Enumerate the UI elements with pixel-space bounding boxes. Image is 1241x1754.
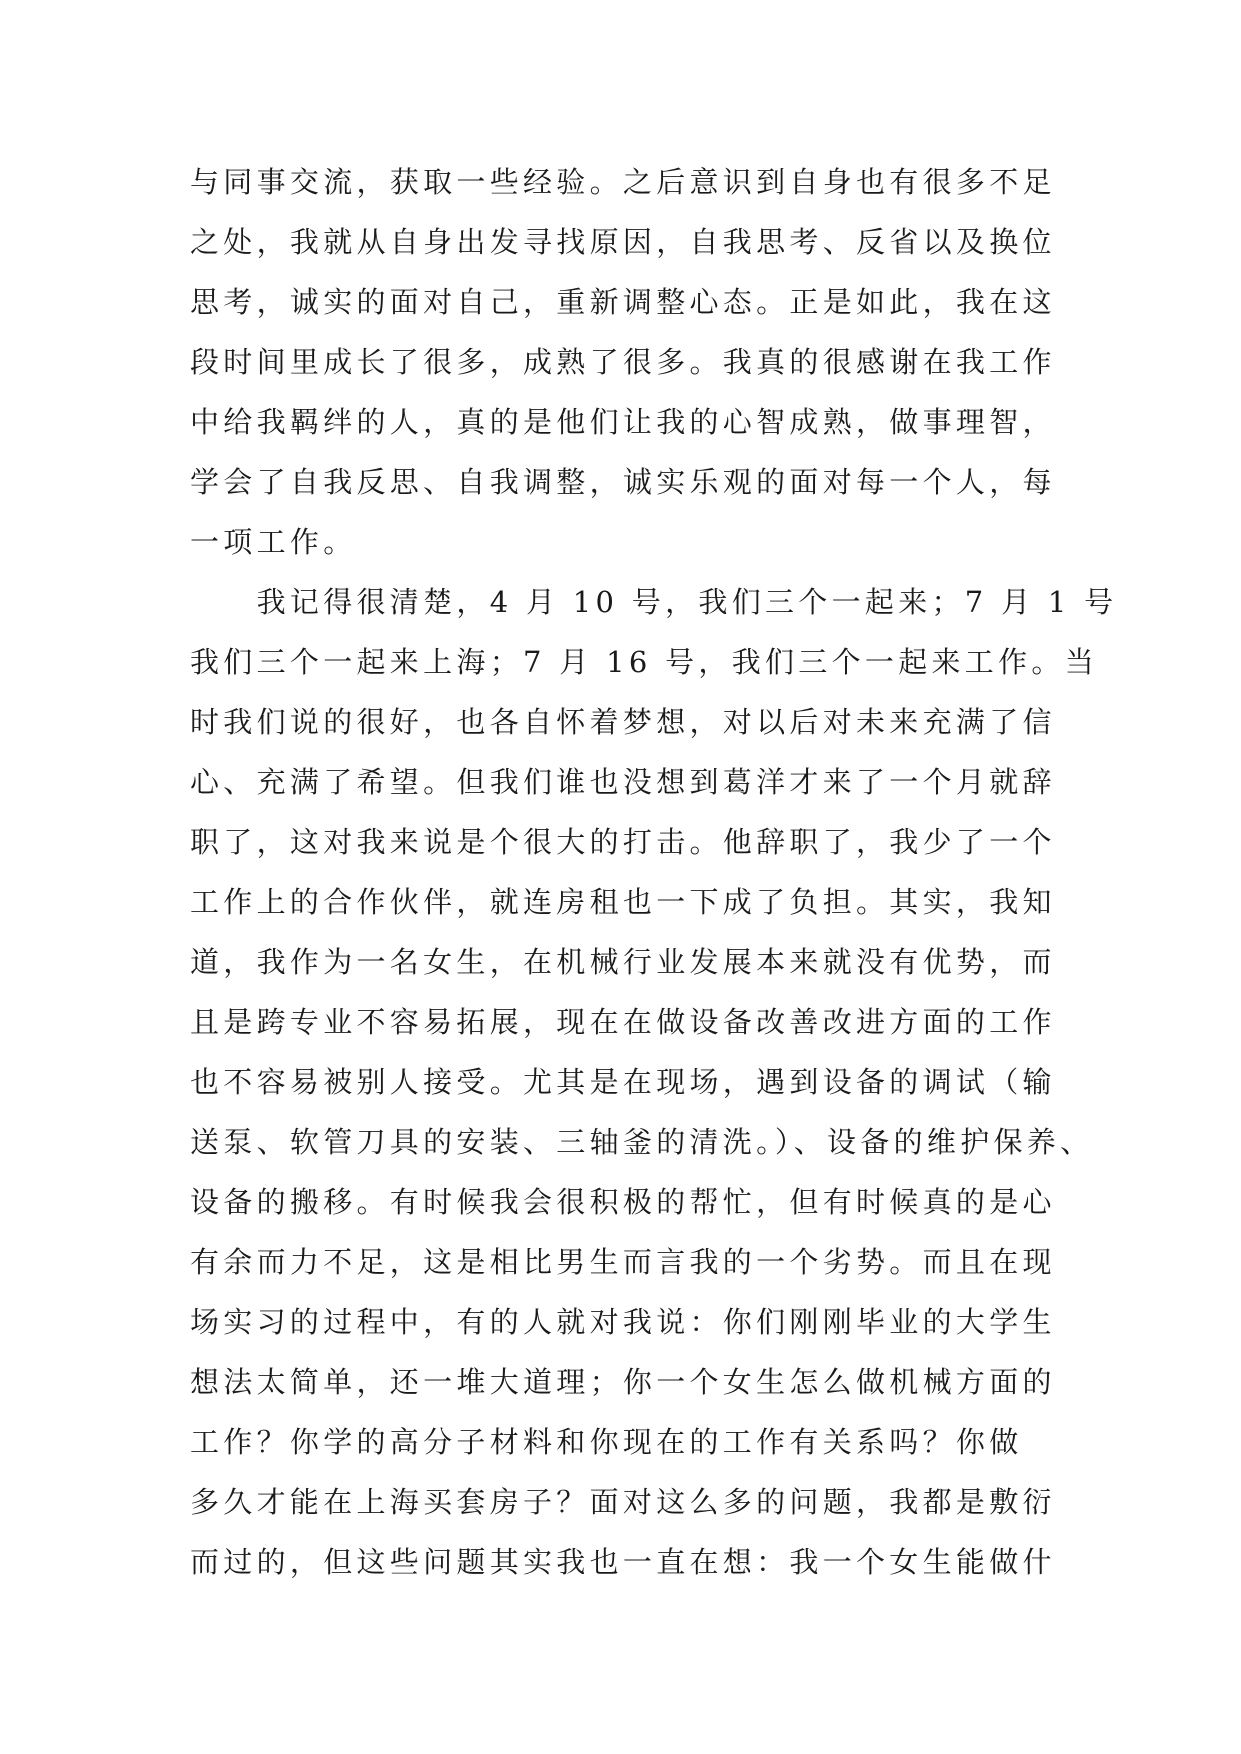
text-line: 想法太简单，还一堆大道理；你一个女生怎么做机械方面的 — [190, 1365, 1056, 1399]
text-line: 设备的搬移。有时候我会很积极的帮忙，但有时候真的是心 — [190, 1185, 1056, 1219]
text-line: 也不容易被别人接受。尤其是在现场，遇到设备的调试（输 — [190, 1065, 1056, 1099]
text-line: 与同事交流，获取一些经验。之后意识到自身也有很多不足 — [190, 165, 1056, 199]
paragraph-1 — [190, 152, 1056, 572]
text-line: 道，我作为一名女生，在机械行业发展本来就没有优势，而 — [190, 945, 1056, 979]
text-line: 段时间里成长了很多，成熟了很多。我真的很感谢在我工作 — [190, 345, 1056, 379]
text-line: 思考，诚实的面对自己，重新调整心态。正是如此，我在这 — [190, 285, 1056, 319]
text-line: 我记得很清楚，4 月 10 号，我们三个一起来；7 月 1 号 — [190, 585, 1118, 619]
paragraph-2 — [190, 572, 1118, 1592]
text-line: 场实习的过程中，有的人就对我说：你们刚刚毕业的大学生 — [190, 1305, 1056, 1339]
text-line: 之处，我就从自身出发寻找原因，自我思考、反省以及换位 — [190, 225, 1056, 259]
text-line: 多久才能在上海买套房子？面对这么多的问题，我都是敷衍 — [190, 1485, 1056, 1519]
text-line: 而过的，但这些问题其实我也一直在想：我一个女生能做什 — [190, 1545, 1056, 1579]
text-line: 心、充满了希望。但我们谁也没想到葛洋才来了一个月就辞 — [190, 765, 1056, 799]
text-line: 中给我羁绊的人，真的是他们让我的心智成熟，做事理智， — [190, 405, 1056, 439]
text-line: 有余而力不足，这是相比男生而言我的一个劣势。而且在现 — [190, 1245, 1056, 1279]
text-line: 工作上的合作伙伴，就连房租也一下成了负担。其实，我知 — [190, 885, 1056, 919]
text-line: 一项工作。 — [190, 525, 357, 559]
text-line: 学会了自我反思、自我调整，诚实乐观的面对每一个人，每 — [190, 465, 1056, 499]
text-line: 我们三个一起来上海；7 月 16 号，我们三个一起来工作。当 — [190, 645, 1099, 679]
text-line: 且是跨专业不容易拓展，现在在做设备改善改进方面的工作 — [190, 1005, 1056, 1039]
text-line: 工作？你学的高分子材料和你现在的工作有关系吗？你做 — [190, 1425, 1023, 1459]
text-line: 送泵、软管刀具的安装、三轴釜的清洗。）、设备的维护保养、 — [190, 1125, 1094, 1159]
text-line: 时我们说的很好，也各自怀着梦想，对以后对未来充满了信 — [190, 705, 1056, 739]
text-line: 职了，这对我来说是个很大的打击。他辞职了，我少了一个 — [190, 825, 1056, 859]
